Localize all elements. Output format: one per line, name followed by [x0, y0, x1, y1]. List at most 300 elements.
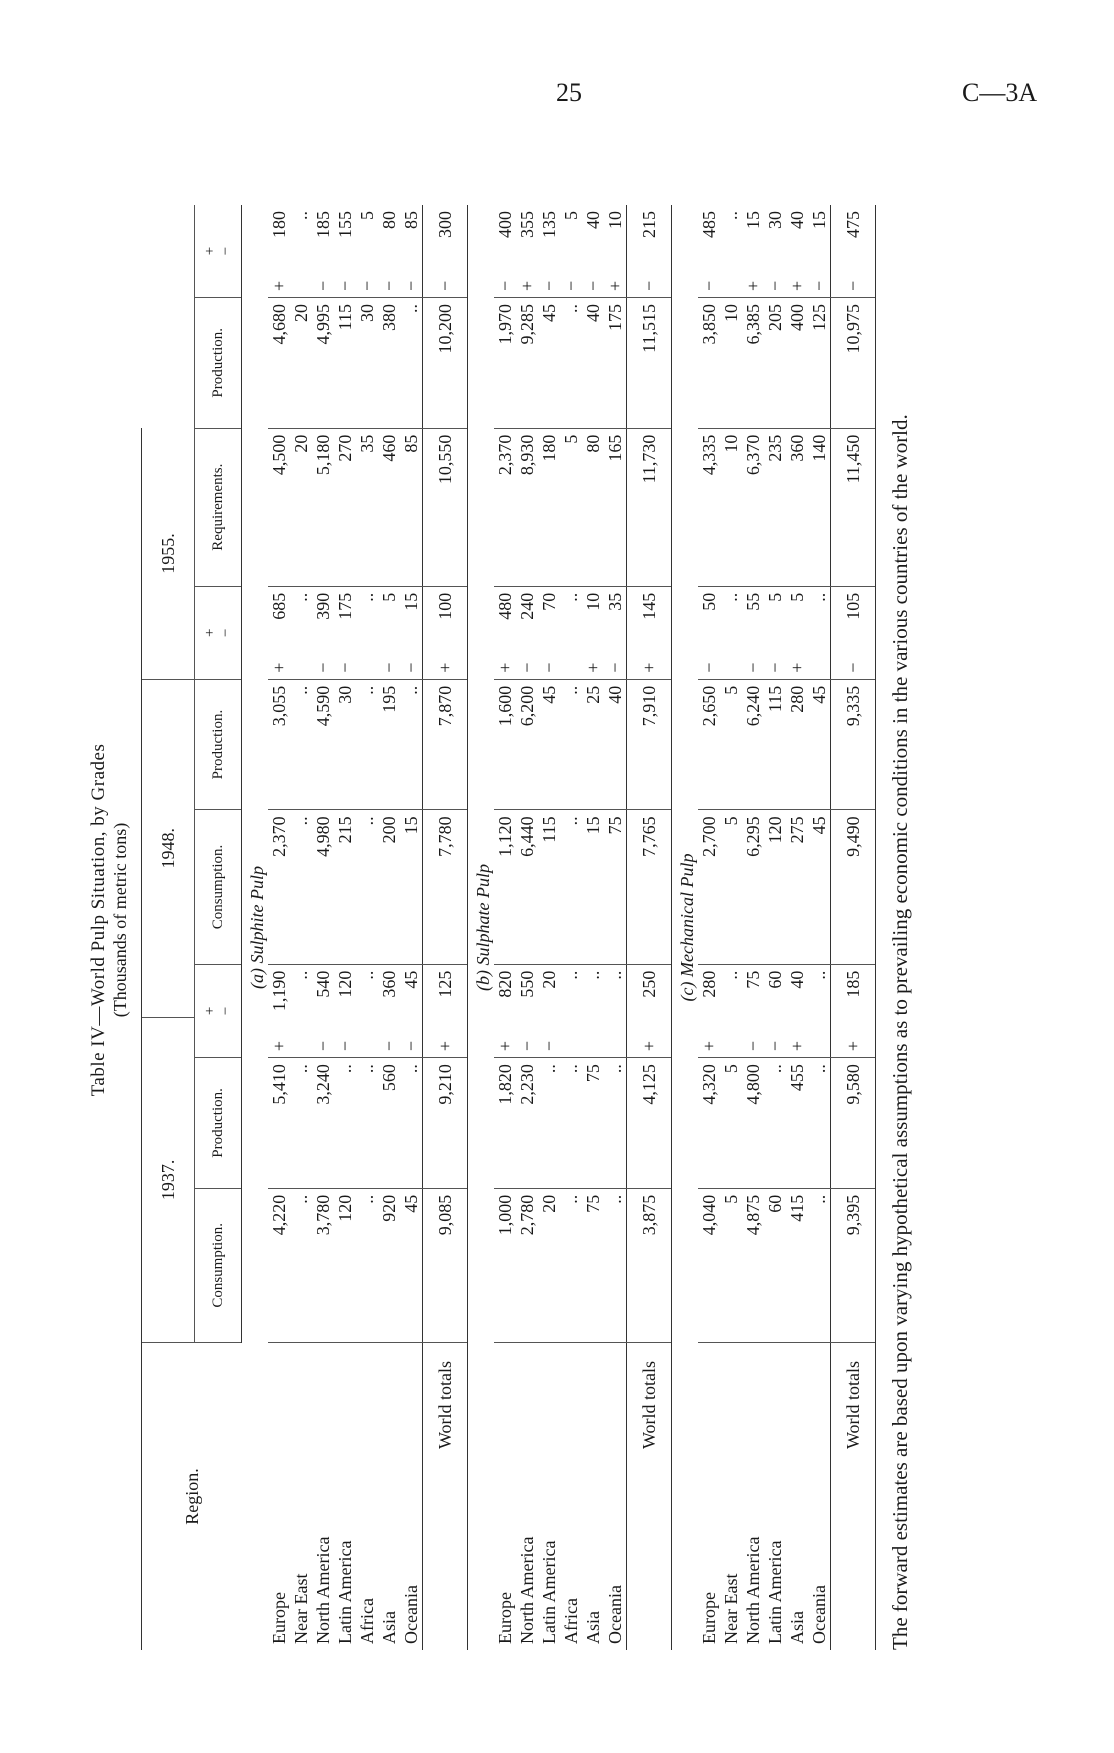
- region-cell: North America: [516, 1536, 537, 1644]
- value-cell-p3: 10: [720, 298, 742, 429]
- value-cell-d2: 240: [516, 592, 537, 620]
- value-cell-d1: 540: [312, 970, 333, 998]
- value-cell-p2: 7,870: [422, 679, 467, 810]
- value-cell-p2: ..: [400, 679, 423, 810]
- value-cell-d3: 355: [516, 211, 537, 238]
- value-cell-d1: 280: [698, 970, 719, 998]
- value-cell-d1: 185: [830, 964, 875, 1017]
- value-cell-s2: [808, 639, 831, 680]
- value-cell-d3: ..: [720, 211, 741, 220]
- value-cell-r3: 5: [560, 428, 582, 586]
- table-row: [494, 205, 516, 1650]
- value-cell-s2: +: [268, 639, 290, 680]
- region-cell: Latin America: [764, 1540, 785, 1644]
- value-cell-s3: −: [538, 257, 560, 298]
- value-cell-s2: −: [538, 639, 560, 680]
- value-cell-d3: 185: [312, 211, 333, 238]
- value-cell-p3: ..: [400, 298, 423, 429]
- value-cell-d2: 390: [312, 592, 333, 620]
- section-title-row: [467, 205, 494, 1650]
- section-title-row: [241, 205, 268, 1650]
- value-cell-d3: 215: [626, 205, 671, 257]
- value-cell-p1: 5: [720, 1058, 742, 1189]
- value-cell-s1: +: [422, 1017, 467, 1058]
- value-cell-p2: 280: [786, 679, 808, 810]
- value-cell-p2: 4,590: [312, 679, 334, 810]
- value-cell-p2: ..: [560, 679, 582, 810]
- value-cell-d2: 175: [334, 592, 355, 620]
- region-cell: Africa: [560, 1598, 581, 1644]
- col-header: Production.: [194, 1058, 241, 1189]
- value-cell-d3: 475: [830, 205, 875, 257]
- value-cell-s2: −: [516, 639, 538, 680]
- value-cell-p1: 4,320: [698, 1058, 720, 1189]
- value-cell-p3: 1,970: [494, 298, 516, 429]
- value-cell-s3: −: [626, 257, 671, 298]
- value-cell-s1: +: [786, 1017, 808, 1058]
- value-cell-c1: 4,040: [698, 1188, 720, 1342]
- value-cell-d2: 15: [400, 592, 421, 611]
- col-header-balance: + −: [194, 964, 241, 1058]
- value-cell-s3: +: [268, 257, 290, 298]
- value-cell-s3: −: [494, 257, 516, 298]
- value-cell-c2: 15: [582, 810, 604, 964]
- value-cell-d1: ..: [604, 970, 625, 980]
- value-cell-c2: 120: [764, 810, 786, 964]
- value-cell-c2: 2,700: [698, 810, 720, 964]
- value-cell-d2: 5: [764, 592, 785, 602]
- value-cell-d1: 60: [764, 970, 785, 989]
- value-cell-d3: 400: [494, 211, 515, 238]
- world-totals-row: [422, 205, 467, 1650]
- value-cell-p3: 400: [786, 298, 808, 429]
- region-cell: Latin America: [334, 1540, 355, 1644]
- value-cell-d3: 155: [334, 211, 355, 238]
- value-cell-s1: −: [378, 1017, 400, 1058]
- value-cell-p1: 75: [582, 1058, 604, 1189]
- value-cell-r3: 10,550: [422, 428, 467, 586]
- value-cell-r3: 180: [538, 428, 560, 586]
- value-cell-c2: 6,295: [742, 810, 764, 964]
- value-cell-p1: 3,240: [312, 1058, 334, 1189]
- value-cell-c1: ..: [604, 1188, 627, 1342]
- value-cell-c2: 215: [334, 810, 356, 964]
- region-cell: Europe: [268, 1592, 289, 1644]
- value-cell-s2: −: [764, 639, 786, 680]
- value-cell-c1: 9,395: [830, 1188, 875, 1342]
- value-cell-c2: 6,440: [516, 810, 538, 964]
- value-cell-d2: 35: [604, 592, 625, 611]
- region-cell: North America: [742, 1536, 763, 1644]
- value-cell-s2: +: [494, 639, 516, 680]
- table-row: [516, 205, 538, 1650]
- value-cell-c1: 3,875: [626, 1188, 671, 1342]
- world-totals-row: [626, 205, 671, 1650]
- value-cell-s3: −: [830, 257, 875, 298]
- value-cell-s2: −: [378, 639, 400, 680]
- table-row: [538, 205, 560, 1650]
- value-cell-p2: 9,335: [830, 679, 875, 810]
- value-cell-p1: ..: [356, 1058, 378, 1189]
- value-cell-p1: ..: [808, 1058, 831, 1189]
- section-title: (c) Mechanical Pulp: [676, 853, 697, 1002]
- value-cell-p2: 6,200: [516, 679, 538, 810]
- table-row: [312, 205, 334, 1650]
- value-cell-p3: 20: [290, 298, 312, 429]
- value-cell-s1: −: [400, 1017, 423, 1058]
- value-cell-d1: 550: [516, 970, 537, 998]
- value-cell-d1: 120: [334, 970, 355, 998]
- year-header-1937: 1937.: [141, 1017, 194, 1342]
- value-cell-s1: +: [626, 1017, 671, 1058]
- value-cell-r3: 11,730: [626, 428, 671, 586]
- value-cell-d1: 20: [538, 970, 559, 989]
- value-cell-d1: 125: [422, 964, 467, 1017]
- value-cell-s2: [356, 639, 378, 680]
- value-cell-d2: 5: [786, 592, 807, 602]
- value-cell-d2: 70: [538, 592, 559, 611]
- value-cell-s1: [720, 1017, 742, 1058]
- value-cell-d2: 685: [268, 592, 289, 620]
- region-cell: Oceania: [400, 1585, 421, 1644]
- value-cell-c2: 4,980: [312, 810, 334, 964]
- value-cell-p3: 11,515: [626, 298, 671, 429]
- value-cell-p1: 560: [378, 1058, 400, 1189]
- value-cell-d2: ..: [560, 592, 581, 602]
- region-cell: Oceania: [808, 1585, 829, 1644]
- value-cell-p1: 5,410: [268, 1058, 290, 1189]
- value-cell-p1: ..: [538, 1058, 560, 1189]
- value-cell-c1: ..: [290, 1188, 312, 1342]
- value-cell-r3: 85: [400, 428, 423, 586]
- value-cell-p1: 4,125: [626, 1058, 671, 1189]
- region-header: Region.: [141, 1343, 241, 1651]
- value-cell-s3: [720, 257, 742, 298]
- value-cell-p2: 45: [538, 679, 560, 810]
- region-cell: Near East: [290, 1573, 311, 1644]
- value-cell-c2: 5: [720, 810, 742, 964]
- region-cell: Africa: [356, 1598, 377, 1644]
- value-cell-d1: 360: [378, 970, 399, 998]
- value-cell-s2: [720, 639, 742, 680]
- value-cell-r3: 360: [786, 428, 808, 586]
- year-header-1955: 1955.: [141, 428, 194, 679]
- value-cell-c2: ..: [290, 810, 312, 964]
- value-cell-r3: 80: [582, 428, 604, 586]
- region-cell: Asia: [378, 1611, 399, 1644]
- value-cell-c1: ..: [808, 1188, 831, 1342]
- value-cell-d3: 15: [808, 211, 829, 229]
- value-cell-c2: ..: [356, 810, 378, 964]
- value-cell-r3: 270: [334, 428, 356, 586]
- value-cell-p2: 3,055: [268, 679, 290, 810]
- value-cell-p1: 455: [786, 1058, 808, 1189]
- value-cell-p3: 205: [764, 298, 786, 429]
- value-cell-p2: 7,910: [626, 679, 671, 810]
- value-cell-p1: 2,230: [516, 1058, 538, 1189]
- value-cell-d1: ..: [720, 970, 741, 980]
- value-cell-p2: 30: [334, 679, 356, 810]
- value-cell-s3: −: [334, 257, 356, 298]
- value-cell-d1: ..: [808, 970, 829, 980]
- value-cell-s3: −: [378, 257, 400, 298]
- value-cell-p2: 2,650: [698, 679, 720, 810]
- region-cell: Near East: [720, 1573, 741, 1644]
- value-cell-c2: 15: [400, 810, 423, 964]
- value-cell-s3: +: [604, 257, 627, 298]
- value-cell-d1: ..: [560, 970, 581, 980]
- value-cell-d3: 80: [378, 211, 399, 229]
- section-title-row: [671, 205, 698, 1650]
- value-cell-p2: 195: [378, 679, 400, 810]
- value-cell-c2: 200: [378, 810, 400, 964]
- table-title: Table IV—World Pulp Situation, by Grades: [88, 743, 109, 1097]
- value-cell-s2: +: [582, 639, 604, 680]
- value-cell-d1: 45: [400, 970, 421, 989]
- value-cell-s3: +: [516, 257, 538, 298]
- table-row: [582, 205, 604, 1650]
- region-cell: North America: [312, 1536, 333, 1644]
- rotated-table-block: [60, 150, 1060, 1690]
- value-cell-p3: 10,975: [830, 298, 875, 429]
- region-cell: Asia: [582, 1611, 603, 1644]
- section-title: (a) Sulphite Pulp: [246, 866, 267, 989]
- value-cell-s2: +: [422, 639, 467, 680]
- value-cell-c1: 415: [786, 1188, 808, 1342]
- value-cell-p2: 6,240: [742, 679, 764, 810]
- value-cell-p3: 115: [334, 298, 356, 429]
- value-cell-d1: ..: [356, 970, 377, 980]
- value-cell-d2: ..: [720, 592, 741, 602]
- region-cell: World totals: [422, 1343, 467, 1651]
- value-cell-p2: ..: [356, 679, 378, 810]
- region-cell: Latin America: [538, 1540, 559, 1644]
- header-row-years: [141, 205, 194, 1650]
- value-cell-d3: 40: [582, 211, 603, 229]
- value-cell-p2: 45: [808, 679, 831, 810]
- value-cell-c2: 2,370: [268, 810, 290, 964]
- value-cell-c2: 275: [786, 810, 808, 964]
- table-row: [742, 205, 764, 1650]
- table-row: [268, 205, 290, 1650]
- table-row: [290, 205, 312, 1650]
- value-cell-s2: −: [604, 639, 627, 680]
- value-cell-r3: 4,500: [268, 428, 290, 586]
- value-cell-p3: 4,680: [268, 298, 290, 429]
- value-cell-d2: 5: [378, 592, 399, 602]
- value-cell-c2: 45: [808, 810, 831, 964]
- value-cell-c1: 2,780: [516, 1188, 538, 1342]
- value-cell-s1: −: [334, 1017, 356, 1058]
- value-cell-s1: −: [764, 1017, 786, 1058]
- value-cell-d3: 5: [356, 211, 377, 220]
- value-cell-s3: −: [312, 257, 334, 298]
- value-cell-d2: 145: [626, 586, 671, 639]
- value-cell-s2: −: [830, 639, 875, 680]
- region-cell: Oceania: [604, 1585, 625, 1644]
- col-header: Consumption.: [194, 1188, 241, 1342]
- value-cell-s1: +: [268, 1017, 290, 1058]
- value-cell-c1: 75: [582, 1188, 604, 1342]
- value-cell-s3: −: [356, 257, 378, 298]
- document-reference: C—3A: [962, 78, 1038, 107]
- value-cell-r3: 6,370: [742, 428, 764, 586]
- value-cell-p3: 40: [582, 298, 604, 429]
- value-cell-r3: 235: [764, 428, 786, 586]
- value-cell-s2: −: [698, 639, 720, 680]
- value-cell-c1: 120: [334, 1188, 356, 1342]
- year-header-1948: 1948.: [141, 679, 194, 1017]
- value-cell-s3: −: [422, 257, 467, 298]
- value-cell-c1: 5: [720, 1188, 742, 1342]
- footnote: The forward estimates are based upon varying hypothetical assumptions as to prevailing economic conditions in the various countries of the world.: [887, 414, 912, 1650]
- value-cell-p3: 380: [378, 298, 400, 429]
- table-row: [604, 205, 627, 1650]
- value-cell-r3: 20: [290, 428, 312, 586]
- value-cell-p3: 9,285: [516, 298, 538, 429]
- value-cell-p3: 125: [808, 298, 831, 429]
- col-header-balance: + −: [194, 205, 241, 298]
- value-cell-s2: −: [400, 639, 423, 680]
- value-cell-d2: 480: [494, 592, 515, 620]
- value-cell-r3: 10: [720, 428, 742, 586]
- value-cell-s3: [290, 257, 312, 298]
- value-cell-r3: 4,335: [698, 428, 720, 586]
- value-cell-s3: −: [698, 257, 720, 298]
- value-cell-s1: −: [538, 1017, 560, 1058]
- value-cell-s2: [290, 639, 312, 680]
- pulp-table: [141, 205, 876, 1650]
- value-cell-d2: 100: [422, 586, 467, 639]
- col-header: Production.: [194, 679, 241, 810]
- value-cell-d3: 485: [698, 211, 719, 238]
- value-cell-d3: 30: [764, 211, 785, 229]
- value-cell-s1: [808, 1017, 831, 1058]
- value-cell-r3: 8,930: [516, 428, 538, 586]
- value-cell-r3: 165: [604, 428, 627, 586]
- value-cell-c1: 45: [400, 1188, 423, 1342]
- value-cell-d1: 1,190: [268, 970, 289, 1012]
- table-row: [356, 205, 378, 1650]
- value-cell-p2: 40: [604, 679, 627, 810]
- value-cell-r3: 5,180: [312, 428, 334, 586]
- value-cell-c1: 20: [538, 1188, 560, 1342]
- page-number: 25: [556, 78, 582, 107]
- value-cell-c2: ..: [560, 810, 582, 964]
- value-cell-s1: −: [516, 1017, 538, 1058]
- value-cell-p3: 6,385: [742, 298, 764, 429]
- value-cell-c2: 115: [538, 810, 560, 964]
- region-cell: World totals: [830, 1343, 875, 1651]
- value-cell-d2: 50: [698, 592, 719, 611]
- value-cell-c1: ..: [560, 1188, 582, 1342]
- value-cell-c1: 920: [378, 1188, 400, 1342]
- value-cell-d1: ..: [582, 970, 603, 980]
- value-cell-r3: 35: [356, 428, 378, 586]
- col-header: Requirements.: [194, 428, 241, 586]
- value-cell-p3: 175: [604, 298, 627, 429]
- table-row: [378, 205, 400, 1650]
- value-cell-s1: −: [742, 1017, 764, 1058]
- value-cell-p1: ..: [400, 1058, 423, 1189]
- value-cell-s2: −: [742, 639, 764, 680]
- value-cell-d2: 10: [582, 592, 603, 611]
- value-cell-s1: [582, 1017, 604, 1058]
- value-cell-p2: 1,600: [494, 679, 516, 810]
- value-cell-c1: 1,000: [494, 1188, 516, 1342]
- value-cell-c1: 4,220: [268, 1188, 290, 1342]
- value-cell-d3: 10: [604, 211, 625, 229]
- value-cell-p1: 9,210: [422, 1058, 467, 1189]
- section-title: (b) Sulphate Pulp: [472, 864, 493, 991]
- value-cell-p2: 5: [720, 679, 742, 810]
- table-row: [698, 205, 720, 1650]
- value-cell-p1: ..: [764, 1058, 786, 1189]
- table-row: [334, 205, 356, 1650]
- value-cell-d2: 55: [742, 592, 763, 611]
- value-cell-d3: 135: [538, 211, 559, 238]
- value-cell-p1: ..: [604, 1058, 627, 1189]
- value-cell-s2: −: [312, 639, 334, 680]
- value-cell-s2: +: [786, 639, 808, 680]
- value-cell-s2: +: [626, 639, 671, 680]
- table-row: [720, 205, 742, 1650]
- value-cell-s1: +: [698, 1017, 720, 1058]
- value-cell-s3: +: [786, 257, 808, 298]
- table-row: [786, 205, 808, 1650]
- value-cell-p3: ..: [560, 298, 582, 429]
- table-row: [400, 205, 423, 1650]
- value-cell-p2: ..: [290, 679, 312, 810]
- value-cell-s3: −: [400, 257, 423, 298]
- value-cell-p2: 25: [582, 679, 604, 810]
- value-cell-c1: 3,780: [312, 1188, 334, 1342]
- value-cell-c1: 4,875: [742, 1188, 764, 1342]
- value-cell-d1: ..: [290, 970, 311, 980]
- value-cell-r3: 2,370: [494, 428, 516, 586]
- value-cell-p3: 30: [356, 298, 378, 429]
- value-cell-c2: 1,120: [494, 810, 516, 964]
- value-cell-d3: ..: [290, 211, 311, 220]
- value-cell-d3: 15: [742, 211, 763, 229]
- value-cell-p3: 10,200: [422, 298, 467, 429]
- value-cell-s1: −: [312, 1017, 334, 1058]
- value-cell-d1: 75: [742, 970, 763, 989]
- value-cell-s3: −: [582, 257, 604, 298]
- value-cell-d2: ..: [290, 592, 311, 602]
- value-cell-c1: 9,085: [422, 1188, 467, 1342]
- table-subtitle: (Thousands of metric tons): [109, 822, 130, 1018]
- value-cell-s1: [356, 1017, 378, 1058]
- value-cell-d3: 40: [786, 211, 807, 229]
- value-cell-s2: −: [334, 639, 356, 680]
- value-cell-p3: 3,850: [698, 298, 720, 429]
- value-cell-c2: 75: [604, 810, 627, 964]
- value-cell-s3: −: [808, 257, 831, 298]
- table-body: [241, 205, 875, 1650]
- value-cell-s3: −: [560, 257, 582, 298]
- value-cell-p1: ..: [334, 1058, 356, 1189]
- value-cell-s1: +: [830, 1017, 875, 1058]
- value-cell-d3: 180: [268, 211, 289, 238]
- value-cell-p3: 4,995: [312, 298, 334, 429]
- value-cell-c1: 60: [764, 1188, 786, 1342]
- region-cell: Asia: [786, 1611, 807, 1644]
- value-cell-d1: 250: [626, 964, 671, 1017]
- world-totals-row: [830, 205, 875, 1650]
- table-row: [560, 205, 582, 1650]
- region-cell: World totals: [626, 1343, 671, 1651]
